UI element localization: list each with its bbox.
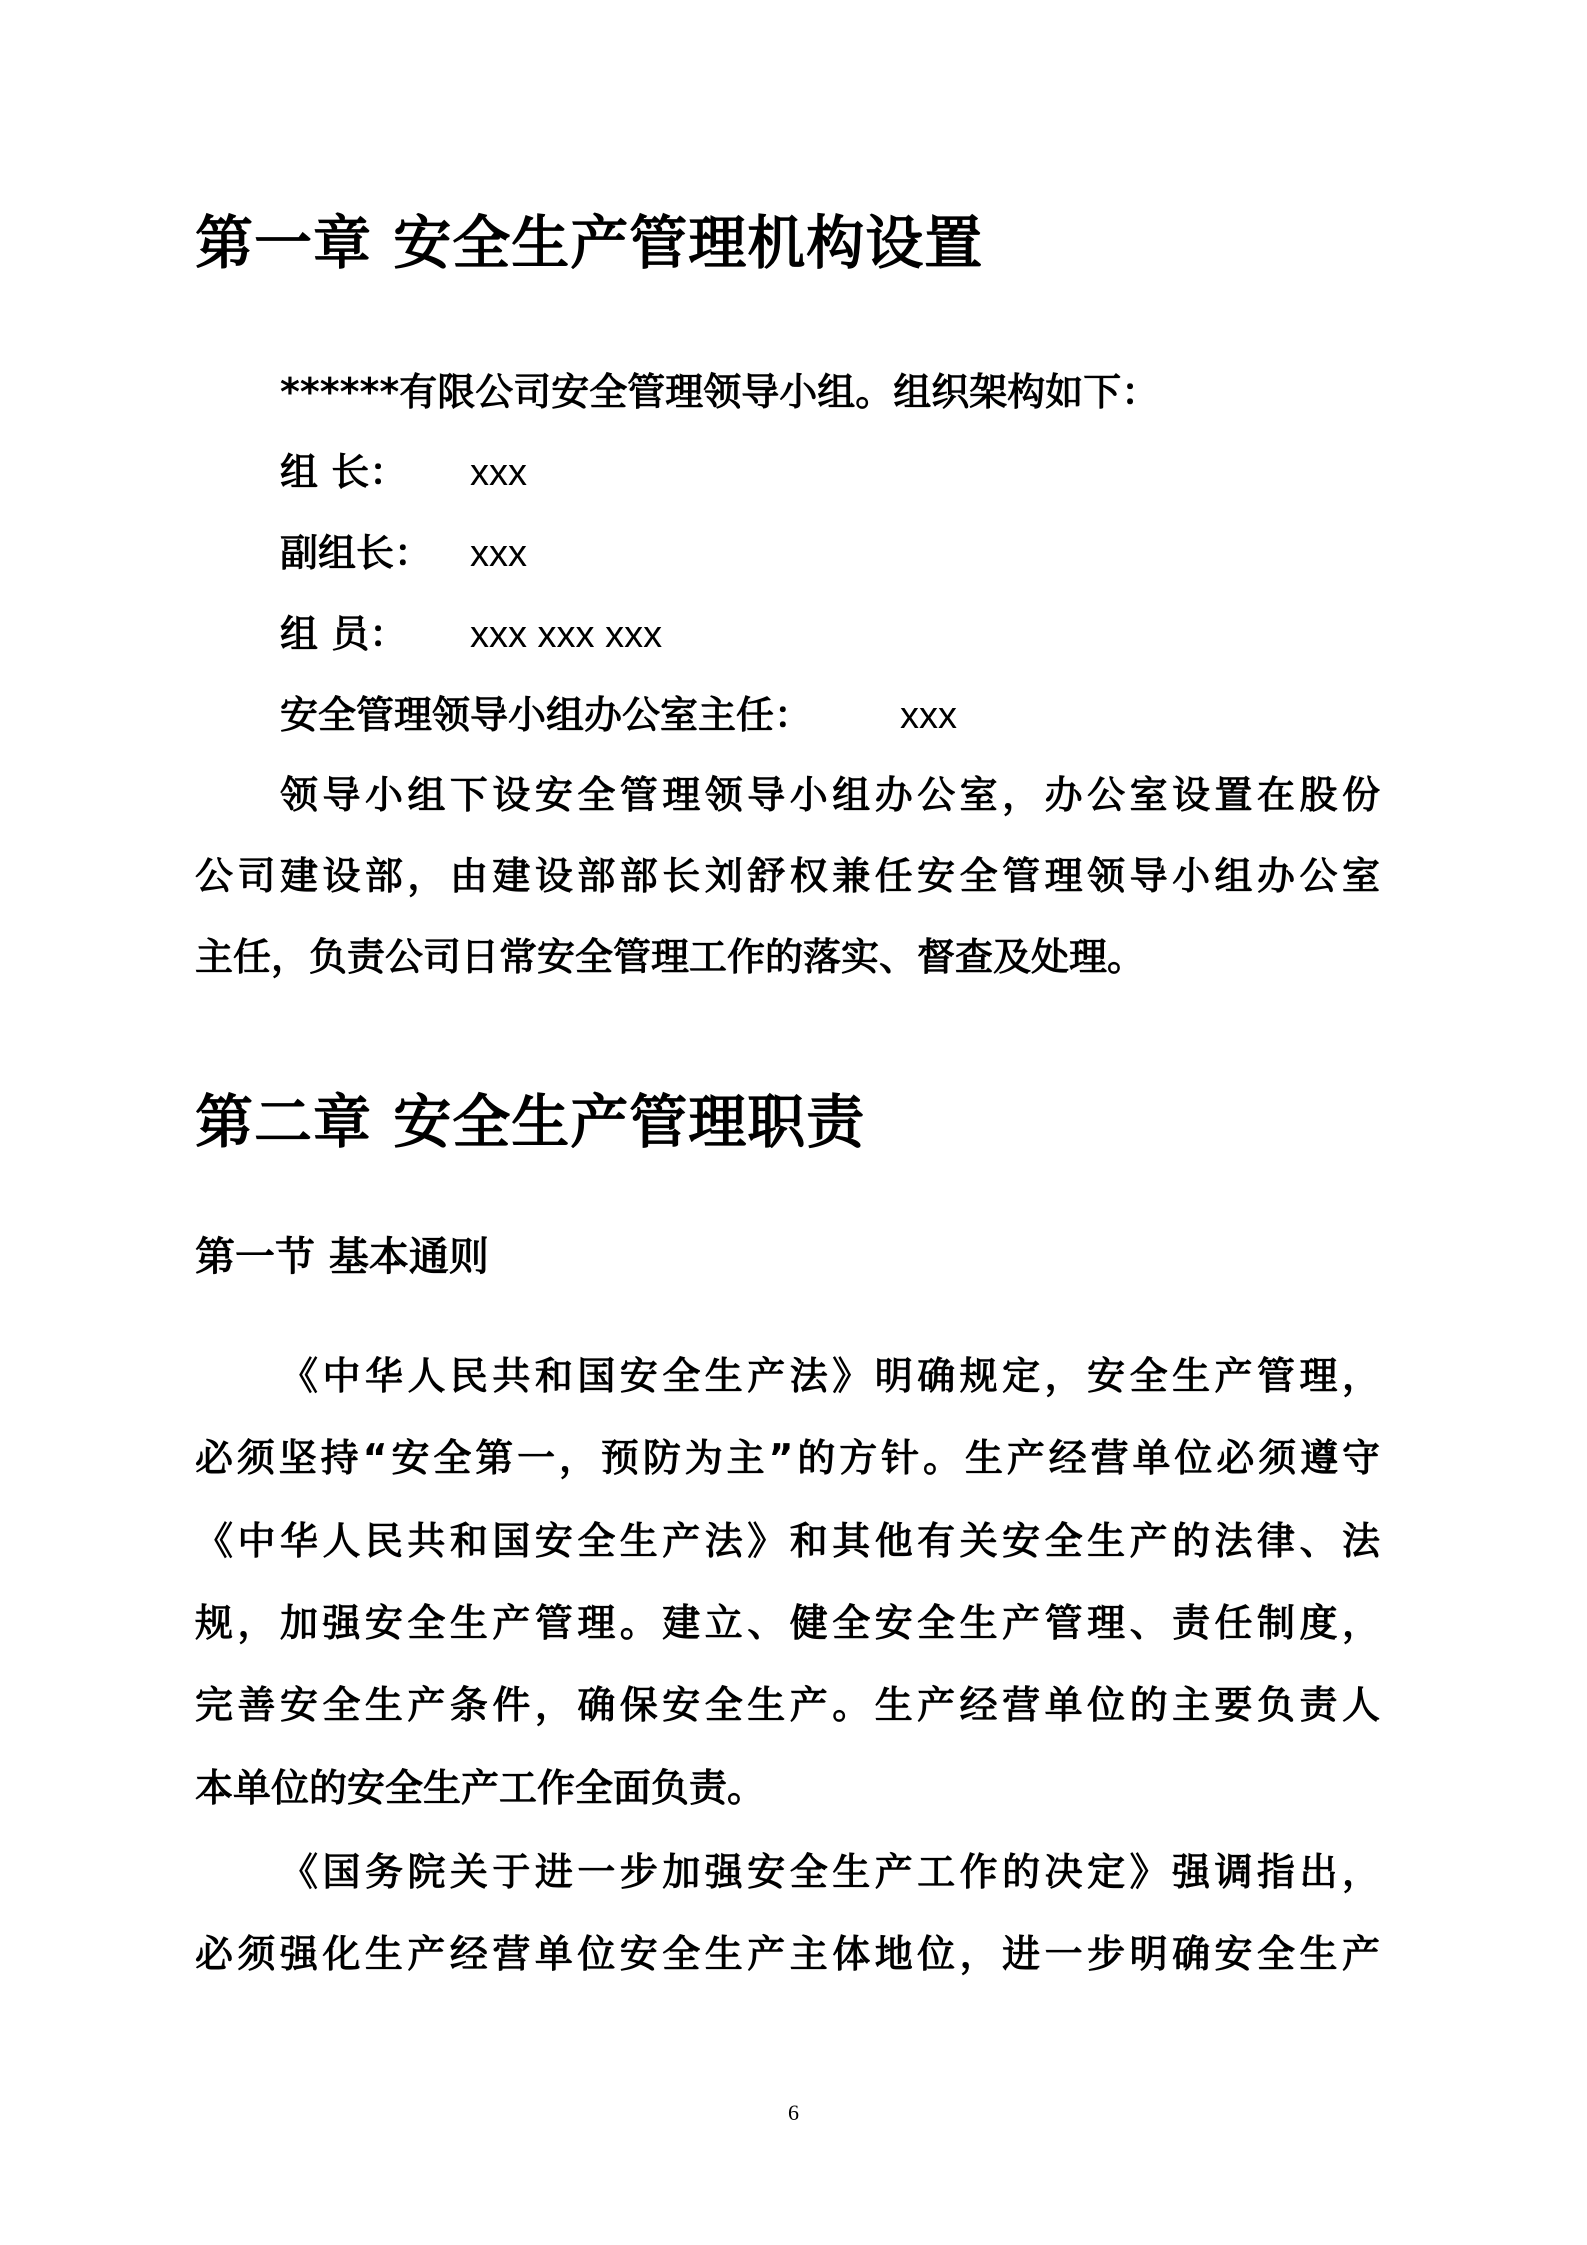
chapter-2-paragraph-1-line: 《中华人民共和国安全生产法》和其他有关安全生产的法律、法 <box>195 1519 1380 1563</box>
chapter-2-paragraph-1-line: 规，加强安全生产管理。建立、健全安全生产管理、责任制度， <box>195 1601 1380 1645</box>
chapter-2-paragraph-1-line: 《中华人民共和国安全生产法》明确规定，安全生产管理， <box>280 1354 1380 1398</box>
chapter-2-paragraph-2-line: 《国务院关于进一步加强安全生产工作的决定》强调指出， <box>280 1850 1380 1894</box>
org-value: xxx <box>470 452 527 494</box>
chapter-2-paragraph-1-line: 必须坚持“安全第一，预防为主”的方针。生产经营单位必须遵守 <box>195 1436 1380 1480</box>
org-label: 副组长： <box>280 531 433 575</box>
org-row-office-director <box>280 690 957 741</box>
org-label: 组 员： <box>280 612 408 656</box>
chapter-2-paragraph-2-line: 必须强化生产经营单位安全生产主体地位，进一步明确安全生产 <box>195 1932 1380 1976</box>
chapter-2-paragraph-1-line: 本单位的安全生产工作全面负责。 <box>195 1766 766 1810</box>
chapter-1-title: 第一章 安全生产管理机构设置 <box>195 209 984 277</box>
org-value: xxx <box>900 695 957 737</box>
org-label: 组 长： <box>280 450 408 494</box>
chapter-1-paragraph-line: 领导小组下设安全管理领导小组办公室，办公室设置在股份 <box>280 773 1380 817</box>
org-value: xxx xxx xxx <box>470 614 663 656</box>
page-number: 6 <box>788 2100 799 2125</box>
chapter-1-intro: ******有限公司安全管理领导小组。组织架构如下： <box>280 370 1160 414</box>
chapter-2-title: 第二章 安全生产管理职责 <box>195 1088 866 1156</box>
org-value: xxx <box>470 533 527 575</box>
section-title: 第一节 基本通则 <box>195 1234 489 1280</box>
org-label: 安全管理领导小组办公室主任： <box>280 693 813 737</box>
org-row-members <box>280 609 662 660</box>
org-row-deputy-leader <box>280 528 527 579</box>
chapter-2-paragraph-1-line: 完善安全生产条件，确保安全生产。生产经营单位的主要负责人 <box>195 1683 1380 1727</box>
chapter-1-paragraph-line: 主任，负责公司日常安全管理工作的落实、督查及处理。 <box>195 935 1146 979</box>
chapter-1-paragraph-line: 公司建设部，由建设部部长刘舒权兼任安全管理领导小组办公室 <box>195 854 1380 898</box>
org-row-leader <box>280 447 527 498</box>
